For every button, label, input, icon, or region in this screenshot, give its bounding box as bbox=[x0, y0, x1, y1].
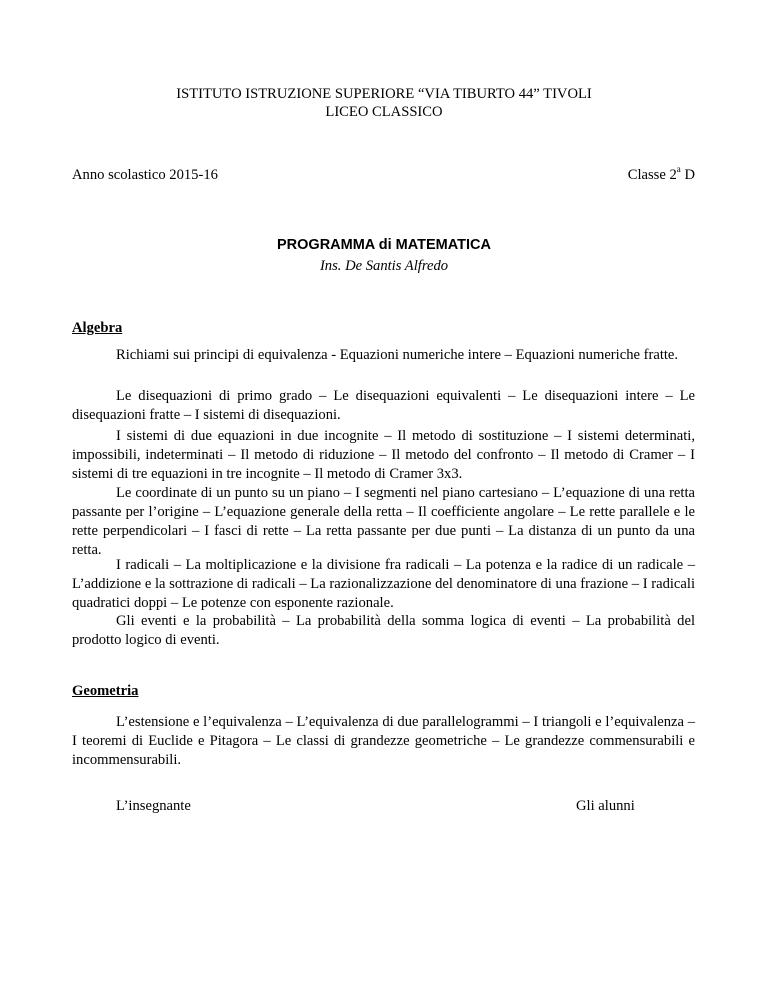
teacher-name: Ins. De Santis Alfredo bbox=[319, 258, 449, 274]
school-name: ISTITUTO ISTRUZIONE SUPERIORE “VIA TIBURTO 44” TIVOLI bbox=[176, 86, 592, 102]
teacher-signature-label: L’insegnante bbox=[116, 798, 191, 814]
algebra-paragraph: Richiami sui principi di equivalenza - Equazioni numeriche intere – Equazioni numeriche fratte. bbox=[116, 347, 679, 363]
students-signature-label: Gli alunni bbox=[576, 798, 635, 814]
school-type: LICEO CLASSICO bbox=[325, 104, 443, 120]
algebra-paragraph: Le coordinate di un punto su un piano – I segmenti nel piano cartesiano – L’equazione di una retta passante per l’origine – L’equazione generale della retta – Il coefficiente angolare – Le rette parallele e le rette perpendicolari – I fasci di rette – La retta passante per due punti – La distanza di un punto da una retta. bbox=[72, 485, 695, 558]
class-superscript: a bbox=[676, 164, 681, 175]
algebra-paragraph: Gli eventi e la probabilità – La probabilità della somma logica di eventi – La probabilità del prodotto logico di eventi. bbox=[72, 613, 695, 648]
algebra-paragraph: Le disequazioni di primo grado – Le disequazioni equivalenti – Le disequazioni intere – Le disequazioni fratte – I sistemi di disequazioni. bbox=[72, 388, 695, 423]
school-year: Anno scolastico 2015-16 bbox=[72, 167, 218, 183]
class-suffix: D bbox=[680, 167, 695, 183]
algebra-paragraph: I radicali – La moltiplicazione e la divisione fra radicali – La potenza e la radice di un radicale – L’addizione e la sottrazione di radicali – La razionalizzazione del denominatore di una frazione – I radicali quadratici doppi – Le potenze con esponente razionale. bbox=[72, 557, 695, 611]
class-label bbox=[628, 166, 695, 185]
class-prefix: Classe 2 bbox=[627, 167, 677, 183]
document-title: PROGRAMMA di MATEMATICA bbox=[277, 237, 491, 253]
section-heading-algebra: Algebra bbox=[72, 320, 123, 336]
section-heading-geometria: Geometria bbox=[72, 683, 139, 699]
geometria-paragraph: L’estensione e l’equivalenza – L’equivalenza di due parallelogrammi – I triangoli e l’equivalenza – I teoremi di Euclide e Pitagora – Le classi di grandezze geometriche – Le grandezze commensurabili e incommensurabili. bbox=[72, 714, 695, 768]
algebra-paragraph: I sistemi di due equazioni in due incognite – Il metodo di sostituzione – I sistemi determinati, impossibili, indeterminati – Il metodo di riduzione – Il metodo del confronto – Il metodo di Cramer – I sistemi di tre equazioni in tre incognite – Il metodo di Cramer 3x3. bbox=[72, 428, 695, 482]
